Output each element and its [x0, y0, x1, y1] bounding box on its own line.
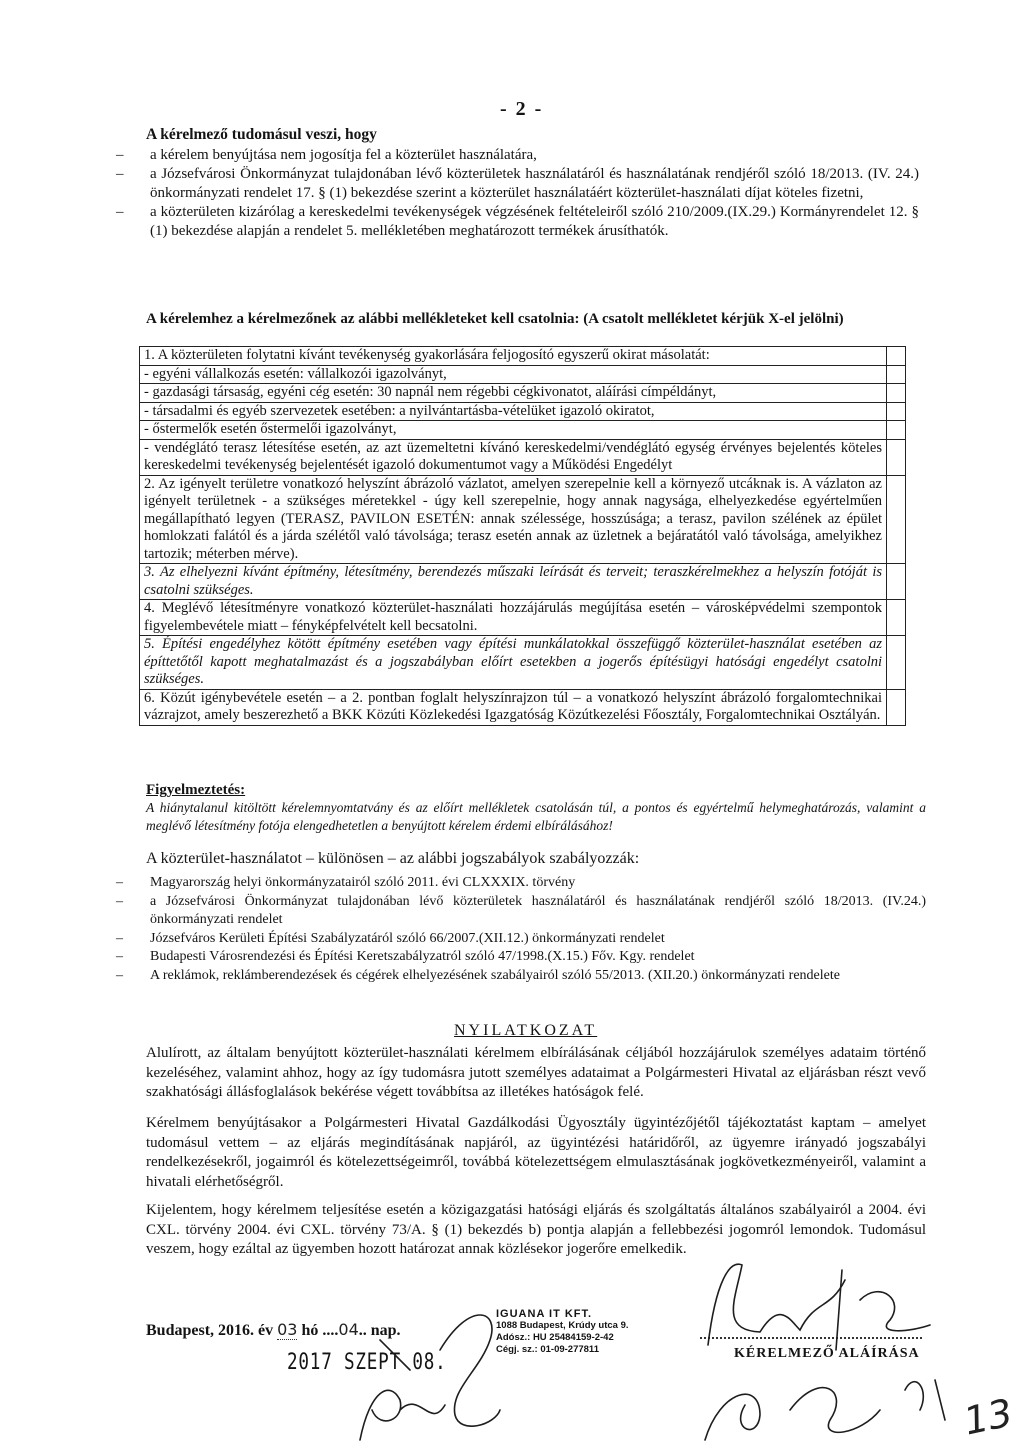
date-month-label: hó: [301, 1322, 319, 1339]
checkbox[interactable]: [887, 600, 906, 636]
warning-title: Figyelmeztetés:: [146, 782, 246, 798]
handwritten-signatures: [0, 1240, 1024, 1448]
table-row: [140, 636, 906, 690]
date-line: Budapest, 2016. év 03 hó ....04.. nap.: [146, 1320, 401, 1339]
declaration-title: NYILATKOZAT: [454, 1022, 598, 1039]
list-item: – a kérelem benyújtása nem jogosítja fel a közterület használatára,: [93, 146, 919, 165]
acknowledge-section: [146, 126, 919, 241]
list-item: – A reklámok, reklámberendezések és cégérek elhelyezésének szabályairól szóló 55/2013. (XII.20.) önkormányzati rendelete: [93, 967, 926, 986]
signature-left-stroke: [360, 1390, 445, 1440]
table-row: [140, 421, 906, 440]
attachments-table: [139, 346, 906, 726]
checkbox[interactable]: [887, 421, 906, 440]
attachment-text: - egyéni vállalkozás esetén: vállalkozói igazolványt,: [140, 365, 887, 384]
table-row: [140, 439, 906, 475]
attachment-text: 3. Az elhelyezni kívánt építmény, létesítmény, berendezés műszaki leírását és terveit; teraszkérelmekhez a helyszín fotóját is csatolni szükséges.: [140, 564, 887, 600]
checkbox[interactable]: [887, 347, 906, 366]
laws-heading: A közterület-használatot – különösen – az alábbi jogszabályok szabályozzák:: [146, 850, 640, 867]
date-year-handwritten: 03: [277, 1320, 298, 1339]
attachment-text: - gazdasági társaság, egyéni cég esetén: 30 napnál nem régebbi cégkivonatot, aláírási címpéldányt,: [140, 384, 887, 403]
stamp-line: Adósz.: HU 25484159-2-42: [496, 1332, 614, 1343]
handwritten-number: 13: [959, 1390, 1017, 1444]
page-number: - 2 -: [500, 98, 544, 120]
list-item: – Magyarország helyi önkormányzatairól szóló 2011. évi CLXXXIX. törvény: [93, 874, 926, 893]
attachment-text: - vendéglátó terasz létesítése esetén, az azt üzemeltetni kívánó kereskedelmi/vendéglátó egység érvényes bejelentés köteles kereskedelmi tevékenység bejelentését igazoló dokumentumot vagy a Működési Engedélyt: [140, 439, 887, 475]
checkbox[interactable]: [887, 564, 906, 600]
attachment-text: 6. Közút igénybevétele esetén – a 2. pontban foglalt helyszínrajzon túl – a vonatkozó helyszínt ábrázoló forgalomtechnikai vázrajzot, amely beszerezhető a BKK Közúti Közlekedési Igazgatóság Közútkezelési Főosztály, Forgalomtechnikai Osztályán.: [140, 689, 887, 725]
date-month-handwritten: 04: [338, 1320, 359, 1339]
table-row: [140, 402, 906, 421]
attachment-text: 5. Építési engedélyhez kötött építmény esetében vagy építési munkálatokkal összefüggő közterület-használat esetében az építtetőtől kapott meghatalmazást és a jogszabályban előírt esetekben a jogerős építésügyi hatósági engedélyt csatolni szükséges.: [140, 636, 887, 690]
date-prefix: Budapest, 2016. év: [146, 1322, 274, 1339]
table-row: [140, 365, 906, 384]
list-item: – a Józsefvárosi Önkormányzat tulajdonában lévő közterületek használatáról és használatának rendjéről szóló 18/2013. (IV. 24.) önkormányzati rendelet 17. § (1) bekezdése szerint a közterület használatáért közterület-használati díjat köteles fizetni,: [93, 165, 919, 203]
checkbox[interactable]: [887, 384, 906, 403]
attachment-text: 4. Meglévő létesítményre vonatkozó közterület-használati hozzájárulás megújítása esetén – városképvédelmi szempontok figyelembevétele miatt – fényképfelvételt kell becsatolni.: [140, 600, 887, 636]
received-stamp: 2017 SZEPT 08.: [287, 1350, 447, 1375]
declaration-paragraph-1: Alulírott, az általam benyújtott közterület-használati kérelmem elbírálásának céljából hozzájárulok személyes adataim történő kezeléséhez, valamint ahhoz, hogy az így tudomásra jutott személyes adataimat a Polgármesteri Hivatal az eljárásban részt vevő szakhatósági állásfoglalások bekérése végett továbbítsa az illetékes hatóságok felé.: [146, 1045, 926, 1100]
checkbox[interactable]: [887, 365, 906, 384]
checkbox[interactable]: [887, 439, 906, 475]
table-row: [140, 689, 906, 725]
table-row: [140, 564, 906, 600]
declaration-paragraph-3: Kijelentem, hogy kérelmem teljesítése esetén a közigazgatási hatósági eljárás és szolgáltatás általános szabályairól a 2004. évi CXL. törvény 2004. évi CXL. törvény 73/A. § (1) bekezdés b) pontja alapján a fellebbezési jogomról lemondok. Tudomásul veszem, hogy ezáltal az ügyemben hozott határozat annak közlésekor jogerőre emelkedik.: [146, 1202, 926, 1257]
attachment-text: 1. A közterületen folytatni kívánt tevékenység gyakorlására feljogosító egyszerű okirat másolatát:: [140, 347, 887, 366]
table-row: [140, 475, 906, 564]
signature-left-flourish: [440, 1315, 500, 1426]
table-row: [140, 347, 906, 366]
laws-list: [93, 874, 926, 985]
checkbox[interactable]: [887, 402, 906, 421]
stamp-line: IGUANA IT KFT.: [496, 1308, 593, 1320]
attachments-heading: A kérelemhez a kérelmezőnek az alábbi mellékleteket kell csatolnia: (A csatolt mellékletet kérjük X-el jelölni): [146, 311, 844, 327]
acknowledge-heading: A kérelmező tudomásul veszi, hogy: [146, 126, 377, 143]
warning-text: A hiánytalanul kitöltött kérelemnyomtatvány és az előírt mellékletek csatolásán túl, a pontos és egyértelmű helymeghatározás, valamint a meglévő létesítmény fotója elengedhetetlen a benyújtott kérelem érdemi elbírálásához!: [146, 800, 926, 833]
attachment-text: 2. Az igényelt területre vonatkozó helyszínt ábrázoló vázlatot, amelyen szerepelnie kell a környező utcáknak is. A vázlaton az igényelt területnek - a szükséges méretekkel - úgy kell szerepelnie, hogy annak nagysága, elhelyezkedése egyértelműen megállapítható legyen (TERASZ, PAVILON ESETÉN: annak szélessége, hosszúsága; a terasz, pavilon szélének az épület homlokzati falától és a járda szélétől való távolsága; terasz esetén annak az üzletnek a bejáratától való távolsága, amelyikhez tartozik; méterben mérve).: [140, 475, 887, 564]
date-day-label: nap.: [370, 1322, 401, 1339]
stamp-line: Cégj. sz.: 01-09-277811: [496, 1344, 599, 1355]
attachment-text: - őstermelők esetén őstermelői igazolványt,: [140, 421, 887, 440]
signature-right-stroke: [708, 1264, 930, 1345]
declaration-paragraph-2: Kérelmem benyújtásakor a Polgármesteri Hivatal Gazdálkodási Ügyosztály ügyintézőjétől tájékoztatást kaptam – amelyet tudomásul vettem – az eljárás megindításának napjáról, az ügyintézési határidőről, az ügyemre irányadó jogszabályi rendelkezésekről, jogaimról és kötelezettségeimről, továbbá kötelezettségem elmulasztásának jogkövetkezményeiről, valamint a hivatali elérhetőségről.: [146, 1115, 926, 1190]
checkbox[interactable]: [887, 475, 906, 564]
checkbox[interactable]: [887, 689, 906, 725]
signature-right-lower-stroke: [705, 1388, 880, 1440]
checkbox[interactable]: [887, 636, 906, 690]
list-item: – Budapesti Városrendezési és Építési Keretszabályzatról szóló 47/1998.(X.15.) Főv. Kgy. rendelet: [93, 948, 926, 967]
acknowledge-list: [93, 146, 919, 241]
warning-section: [146, 782, 926, 835]
signature-label: KÉRELMEZŐ ALÁÍRÁSA: [734, 1346, 920, 1361]
table-row: [140, 384, 906, 403]
list-item: – Józsefváros Kerületi Építési Szabályzatáról szóló 66/2007.(XII.12.) önkormányzati rendelet: [93, 930, 926, 949]
table-row: [140, 600, 906, 636]
list-item: – a Józsefvárosi Önkormányzat tulajdonában lévő közterületek használatáról és használatának rendjéről szóló 18/2013. (IV.24.) önkormányzati rendelet: [93, 893, 926, 930]
attachment-text: - társadalmi és egyéb szervezetek esetében: a nyilvántartásba-vételüket igazoló okiratot,: [140, 402, 887, 421]
list-item: – a közterületen kizárólag a kereskedelmi tevékenységek végzésének feltételeiről szóló 210/2009.(IX.29.) Kormányrendelet 12. § (1) bekezdése alapján a rendelet 5. mellékletében meghatározott termékek árusíthatók.: [93, 203, 919, 241]
laws-section: [146, 850, 926, 985]
stamp-line: 1088 Budapest, Krúdy utca 9.: [496, 1320, 629, 1331]
